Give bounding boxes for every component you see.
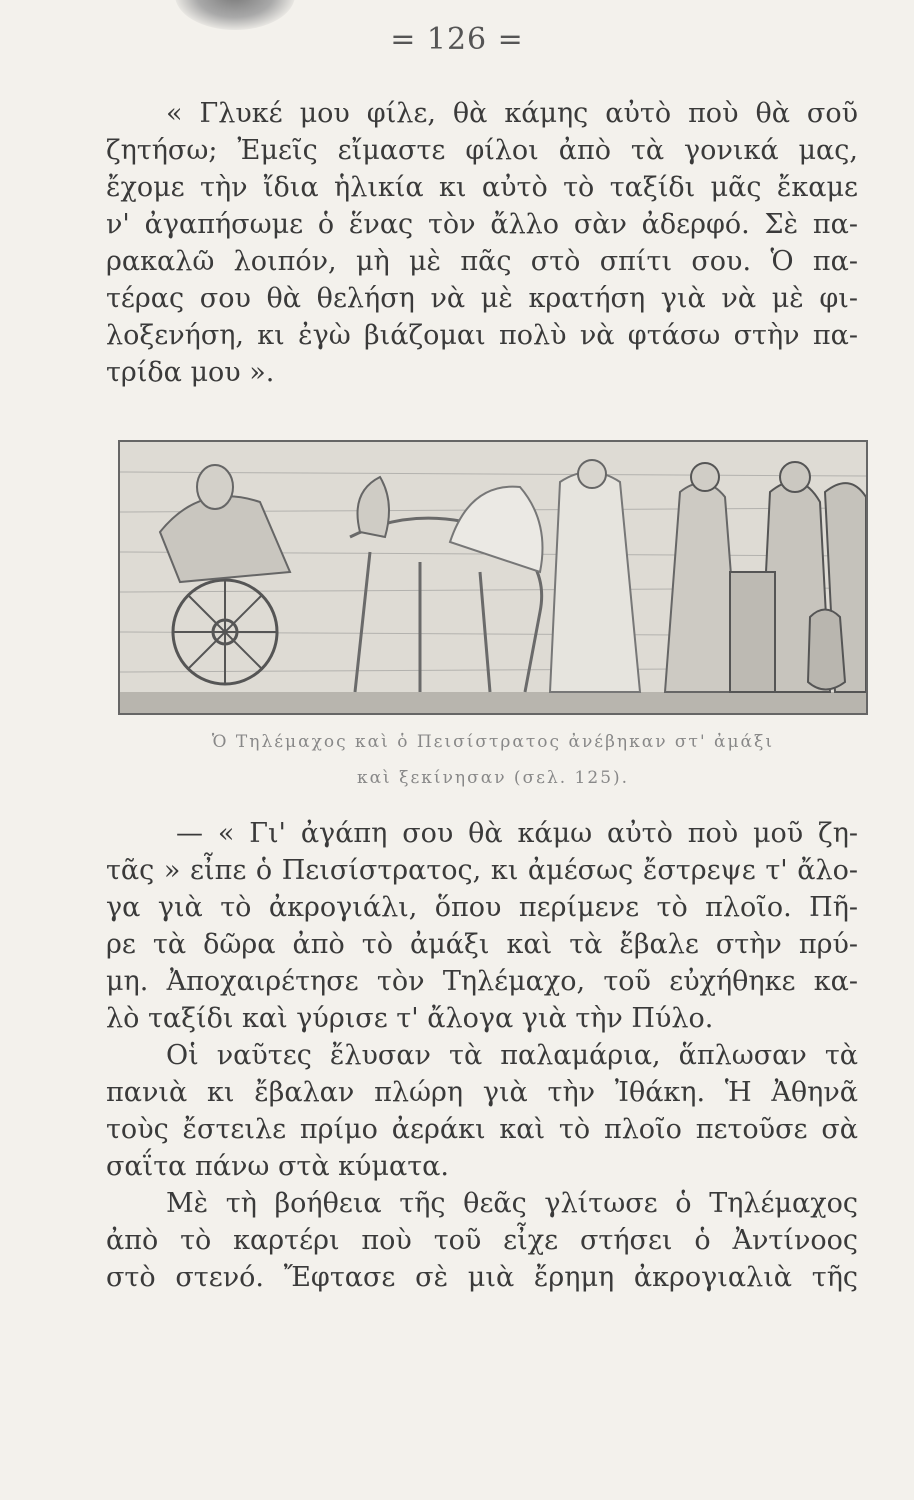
text-line: ἀπὸ τὸ καρτέρι ποὺ τοῦ εἶχε στήσει ὁ Ἀντίνοος: [106, 1225, 858, 1256]
paragraph-peisistratus-reply: [106, 815, 858, 1296]
text-line: « Γλυκέ μου φίλε, θὰ κάμης αὐτὸ ποὺ θὰ σοῦ: [166, 98, 858, 129]
text-line: ζητήσω; Ἐμεῖς εἴμαστε φίλοι ἀπὸ τὰ γονικά μας,: [106, 135, 858, 166]
text-line: τᾶς » εἶπε ὁ Πεισίστρατος, κι ἀμέσως ἔστρεψε τ' ἄλο-: [106, 855, 858, 886]
text-line: σαΐτα πάνω στὰ κύματα.: [106, 1151, 449, 1182]
text-line: ρακαλῶ λοιπόν, μὴ μὲ πᾶς στὸ σπίτι σου. Ὁ πα-: [106, 246, 858, 277]
figure-caption: καὶ ξεκίνησαν (σελ. 125).: [356, 768, 630, 788]
text-line: γα γιὰ τὸ ἀκρογιάλι, ὅπου περίμενε τὸ πλοῖο. Πῆ-: [106, 892, 858, 923]
text-line: μη. Ἀποχαιρέτησε τὸν Τηλέμαχο, τοῦ εὐχήθηκε κα-: [106, 966, 858, 997]
text-line: τρίδα μου ».: [106, 357, 275, 388]
text-line: Οἱ ναῦτες ἔλυσαν τὰ παλαμάρια, ἅπλωσαν τὰ: [166, 1040, 858, 1071]
relief-illustration: [118, 440, 868, 715]
paragraph-telemachus-speech: [106, 95, 858, 391]
text-line: τέρας σου θὰ θελήση νὰ μὲ κρατήση γιὰ νὰ μὲ φι-: [106, 283, 858, 314]
text-line: ἔχομε τὴν ἴδια ἡλικία κι αὐτὸ τὸ ταξίδι μᾶς ἔκαμε: [106, 172, 858, 203]
relief-drawing: [120, 442, 866, 713]
text-line: — « Γι' ἀγάπη σου θὰ κάμω αὐτὸ ποὺ μοῦ ζη-: [176, 818, 858, 849]
figure-caption: Ὁ Τηλέμαχος καὶ ὁ Πεισίστρατος ἀνέβηκαν στ' ἀμάξι: [211, 732, 775, 752]
page-number: = 126 =: [390, 22, 524, 57]
text-line: ρε τὰ δῶρα ἀπὸ τὸ ἀμάξι καὶ τὰ ἔβαλε στὴν πρύ-: [106, 929, 858, 960]
text-line: ν' ἀγαπήσωμε ὁ ἕνας τὸν ἄλλο σὰν ἀδερφό. Σὲ πα-: [106, 209, 858, 240]
text-line: στὸ στενό. Ἔφτασε σὲ μιὰ ἔρημη ἀκρογιαλιὰ τῆς: [106, 1262, 858, 1293]
text-line: πανιὰ κι ἔβαλαν πλώρη γιὰ τὴν Ἰθάκη. Ἡ Ἀθηνᾶ: [106, 1077, 858, 1108]
text-line: τοὺς ἔστειλε πρίμο ἀεράκι καὶ τὸ πλοῖο πετοῦσε σὰ: [106, 1114, 858, 1145]
text-line: λοξενήση, κι ἐγὼ βιάζομαι πολὺ νὰ φτάσω στὴν πα-: [106, 320, 858, 351]
text-line: Μὲ τὴ βοήθεια τῆς θεᾶς γλίτωσε ὁ Τηλέμαχος: [166, 1188, 858, 1219]
text-line: λὸ ταξίδι καὶ γύρισε τ' ἄλογα γιὰ τὴν Πύλο.: [106, 1003, 714, 1034]
